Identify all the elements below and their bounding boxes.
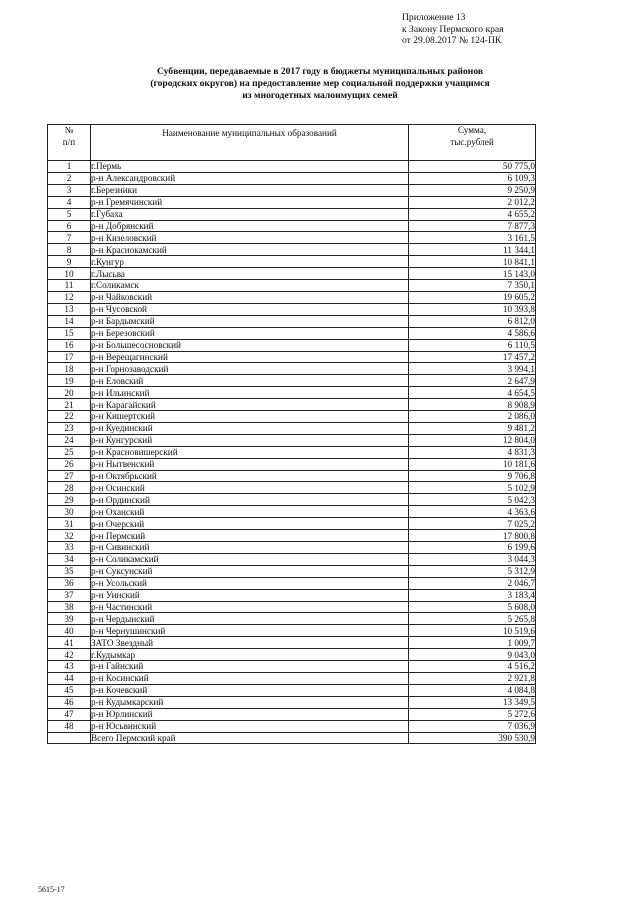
row-sum: 6 812,0 <box>409 315 536 327</box>
row-name: р-н Уинский <box>91 589 409 601</box>
table-row <box>48 196 536 208</box>
row-num: 12 <box>48 291 91 303</box>
row-sum: 7 025,2 <box>409 518 536 530</box>
row-name: р-н Добрянский <box>91 220 409 232</box>
total-num-cell <box>48 732 91 744</box>
total-sum: 390 530,9 <box>409 732 536 744</box>
row-sum: 5 272,6 <box>409 708 536 720</box>
table-row <box>48 291 536 303</box>
row-sum: 50 775,0 <box>409 161 536 173</box>
row-num: 7 <box>48 232 91 244</box>
table-row <box>48 553 536 565</box>
total-label: Всего Пермский край <box>91 732 409 744</box>
row-name: р-н Частинский <box>91 601 409 613</box>
table-row <box>48 542 536 554</box>
table-row <box>48 625 536 637</box>
row-name: р-н Кочевский <box>91 684 409 696</box>
table-row <box>48 351 536 363</box>
table-row <box>48 399 536 411</box>
row-sum: 10 393,8 <box>409 303 536 315</box>
row-num: 2 <box>48 172 91 184</box>
table-row <box>48 530 536 542</box>
row-sum: 3 183,4 <box>409 589 536 601</box>
row-sum: 5 042,3 <box>409 494 536 506</box>
footer-code: 5615-17 <box>38 885 65 894</box>
row-name: р-н Краснокамский <box>91 244 409 256</box>
title-line-2: (городских округов) на предоставление мер социальной поддержки учащимся <box>150 78 490 90</box>
row-sum: 2 046,7 <box>409 577 536 589</box>
row-name: р-н Усольский <box>91 577 409 589</box>
annex-header <box>402 12 602 47</box>
row-num: 41 <box>48 637 91 649</box>
table-row <box>48 458 536 470</box>
row-num: 17 <box>48 351 91 363</box>
table-header-row <box>48 125 536 161</box>
table-row <box>48 637 536 649</box>
row-sum: 4 586,6 <box>409 327 536 339</box>
row-num: 39 <box>48 613 91 625</box>
row-num: 37 <box>48 589 91 601</box>
row-sum: 13 349,5 <box>409 696 536 708</box>
row-num: 34 <box>48 553 91 565</box>
row-num: 3 <box>48 184 91 196</box>
row-num: 47 <box>48 708 91 720</box>
row-sum: 3 994,1 <box>409 363 536 375</box>
row-sum: 6 109,3 <box>409 172 536 184</box>
table-row <box>48 506 536 518</box>
row-sum: 2 647,9 <box>409 375 536 387</box>
row-sum: 10 519,6 <box>409 625 536 637</box>
table-row <box>48 589 536 601</box>
subsidy-table <box>47 124 536 744</box>
row-sum: 2 012,2 <box>409 196 536 208</box>
header-num-line-1: № <box>64 125 74 135</box>
table-body <box>48 161 536 744</box>
row-name: г.Губаха <box>91 208 409 220</box>
row-sum: 7 350,1 <box>409 280 536 292</box>
table-row <box>48 375 536 387</box>
header-num <box>48 125 91 161</box>
row-name: р-н Чусовской <box>91 303 409 315</box>
row-name: р-н Березовский <box>91 327 409 339</box>
row-name: р-н Гайнский <box>91 661 409 673</box>
row-num: 42 <box>48 649 91 661</box>
row-num: 24 <box>48 434 91 446</box>
row-num: 15 <box>48 327 91 339</box>
row-name: р-н Кудымкарский <box>91 696 409 708</box>
row-num: 5 <box>48 208 91 220</box>
document-title <box>70 66 570 103</box>
row-name: р-н Еловский <box>91 375 409 387</box>
table-row <box>48 672 536 684</box>
row-name: р-н Кишертский <box>91 411 409 423</box>
row-num: 10 <box>48 268 91 280</box>
row-num: 32 <box>48 530 91 542</box>
row-name: г.Соликамск <box>91 280 409 292</box>
row-num: 25 <box>48 446 91 458</box>
table-row <box>48 494 536 506</box>
table-row <box>48 565 536 577</box>
table-row <box>48 601 536 613</box>
row-num: 19 <box>48 375 91 387</box>
row-name: р-н Гремячинский <box>91 196 409 208</box>
row-name: р-н Большесосновский <box>91 339 409 351</box>
row-sum: 5 312,9 <box>409 565 536 577</box>
row-sum: 9 250,9 <box>409 184 536 196</box>
row-num: 27 <box>48 470 91 482</box>
table-row <box>48 363 536 375</box>
table-row <box>48 244 536 256</box>
row-name: р-н Куединский <box>91 422 409 434</box>
row-name: р-н Кунгурский <box>91 434 409 446</box>
row-sum: 9 481,2 <box>409 422 536 434</box>
row-num: 18 <box>48 363 91 375</box>
title-line-3: из многодетных малоимущих семей <box>242 90 398 102</box>
row-num: 48 <box>48 720 91 732</box>
header-sum <box>409 125 536 161</box>
row-sum: 19 605,2 <box>409 291 536 303</box>
table-row <box>48 696 536 708</box>
table-row <box>48 446 536 458</box>
table-row <box>48 661 536 673</box>
annex-line-3: от 29.08.2017 № 124-ПК <box>402 35 502 47</box>
row-num: 14 <box>48 315 91 327</box>
row-name: г.Кунгур <box>91 256 409 268</box>
row-name: р-н Юрлинский <box>91 708 409 720</box>
table-row <box>48 220 536 232</box>
row-num: 40 <box>48 625 91 637</box>
table-row <box>48 387 536 399</box>
row-name: р-н Косинский <box>91 672 409 684</box>
row-num: 1 <box>48 161 91 173</box>
row-sum: 4 655,2 <box>409 208 536 220</box>
table-row <box>48 232 536 244</box>
table-row <box>48 684 536 696</box>
row-sum: 9 043,0 <box>409 649 536 661</box>
row-name: р-н Горнозаводский <box>91 363 409 375</box>
row-num: 9 <box>48 256 91 268</box>
row-num: 30 <box>48 506 91 518</box>
row-sum: 2 921,8 <box>409 672 536 684</box>
header-num-line-2: п/п <box>62 136 76 147</box>
table-row <box>48 268 536 280</box>
row-sum: 6 199,6 <box>409 542 536 554</box>
row-num: 22 <box>48 411 91 423</box>
row-num: 45 <box>48 684 91 696</box>
table-row <box>48 649 536 661</box>
row-sum: 5 265,8 <box>409 613 536 625</box>
row-sum: 10 181,6 <box>409 458 536 470</box>
annex-line-2: к Закону Пермского края <box>402 23 504 35</box>
table-row <box>48 411 536 423</box>
row-sum: 6 110,5 <box>409 339 536 351</box>
row-name: р-н Кизеловский <box>91 232 409 244</box>
table-row <box>48 184 536 196</box>
header-sum-line-1: Сумма, <box>457 125 487 135</box>
table-row <box>48 577 536 589</box>
row-name: р-н Пермский <box>91 530 409 542</box>
row-num: 44 <box>48 672 91 684</box>
row-num: 8 <box>48 244 91 256</box>
row-name: г.Пермь <box>91 161 409 173</box>
row-sum: 2 086,0 <box>409 411 536 423</box>
row-name: г.Кудымкар <box>91 649 409 661</box>
row-sum: 9 706,8 <box>409 470 536 482</box>
row-num: 16 <box>48 339 91 351</box>
row-name: р-н Чердынский <box>91 613 409 625</box>
row-num: 6 <box>48 220 91 232</box>
row-num: 26 <box>48 458 91 470</box>
row-name: р-н Нытвенский <box>91 458 409 470</box>
row-sum: 5 608,0 <box>409 601 536 613</box>
row-sum: 11 344,1 <box>409 244 536 256</box>
table-row <box>48 280 536 292</box>
table-row <box>48 303 536 315</box>
header-sum-line-2: тыс.рублей <box>450 136 494 147</box>
row-name: р-н Чернушинский <box>91 625 409 637</box>
row-num: 33 <box>48 542 91 554</box>
row-sum: 4 654,5 <box>409 387 536 399</box>
row-num: 35 <box>48 565 91 577</box>
row-num: 36 <box>48 577 91 589</box>
row-num: 28 <box>48 482 91 494</box>
row-name: р-н Сивинский <box>91 542 409 554</box>
table-row <box>48 482 536 494</box>
row-name: р-н Карагайский <box>91 399 409 411</box>
row-name: р-н Суксунский <box>91 565 409 577</box>
row-name: р-н Ординский <box>91 494 409 506</box>
table-row <box>48 613 536 625</box>
row-sum: 15 143,0 <box>409 268 536 280</box>
row-name: р-н Очерский <box>91 518 409 530</box>
row-name: р-н Бардымский <box>91 315 409 327</box>
table-row <box>48 470 536 482</box>
row-sum: 7 877,3 <box>409 220 536 232</box>
row-sum: 4 084,8 <box>409 684 536 696</box>
row-name: г.Березники <box>91 184 409 196</box>
row-sum: 4 831,3 <box>409 446 536 458</box>
table-row <box>48 256 536 268</box>
row-name: р-н Чайковский <box>91 291 409 303</box>
row-name: р-н Осинский <box>91 482 409 494</box>
row-sum: 1 009,7 <box>409 637 536 649</box>
annex-line-1: Приложение 13 <box>402 12 466 23</box>
row-name: р-н Ильинский <box>91 387 409 399</box>
row-sum: 12 804,0 <box>409 434 536 446</box>
row-name: ЗАТО Звездный <box>91 637 409 649</box>
total-row <box>48 732 536 744</box>
row-num: 23 <box>48 422 91 434</box>
table-row <box>48 708 536 720</box>
table-row <box>48 720 536 732</box>
row-num: 11 <box>48 280 91 292</box>
table-row <box>48 208 536 220</box>
table-row <box>48 172 536 184</box>
row-name: р-н Верещагинский <box>91 351 409 363</box>
table-row <box>48 315 536 327</box>
row-num: 21 <box>48 399 91 411</box>
row-name: р-н Октябрьский <box>91 470 409 482</box>
row-num: 13 <box>48 303 91 315</box>
row-num: 31 <box>48 518 91 530</box>
row-sum: 10 841,1 <box>409 256 536 268</box>
row-num: 43 <box>48 661 91 673</box>
row-sum: 4 516,2 <box>409 661 536 673</box>
row-name: р-н Юсьвинский <box>91 720 409 732</box>
title-line-1: Субвенции, передаваемые в 2017 году в бюджеты муниципальных районов <box>156 66 484 77</box>
row-name: р-н Александровский <box>91 172 409 184</box>
row-sum: 7 036,9 <box>409 720 536 732</box>
table-row <box>48 327 536 339</box>
table-row <box>48 161 536 173</box>
row-name: р-н Красновишерский <box>91 446 409 458</box>
row-num: 4 <box>48 196 91 208</box>
table-row <box>48 434 536 446</box>
row-num: 29 <box>48 494 91 506</box>
table-row <box>48 422 536 434</box>
row-name: р-н Оханский <box>91 506 409 518</box>
row-sum: 3 161,5 <box>409 232 536 244</box>
row-num: 46 <box>48 696 91 708</box>
row-sum: 17 800,8 <box>409 530 536 542</box>
row-name: г.Лысьва <box>91 268 409 280</box>
row-sum: 5 102,9 <box>409 482 536 494</box>
row-num: 38 <box>48 601 91 613</box>
row-num: 20 <box>48 387 91 399</box>
row-sum: 17 457,2 <box>409 351 536 363</box>
row-name: р-н Соликамский <box>91 553 409 565</box>
row-sum: 4 363,6 <box>409 506 536 518</box>
table-row <box>48 518 536 530</box>
header-name: Наименование муниципальных образований <box>91 125 409 161</box>
table-row <box>48 339 536 351</box>
row-sum: 8 908,9 <box>409 399 536 411</box>
row-sum: 3 044,3 <box>409 553 536 565</box>
